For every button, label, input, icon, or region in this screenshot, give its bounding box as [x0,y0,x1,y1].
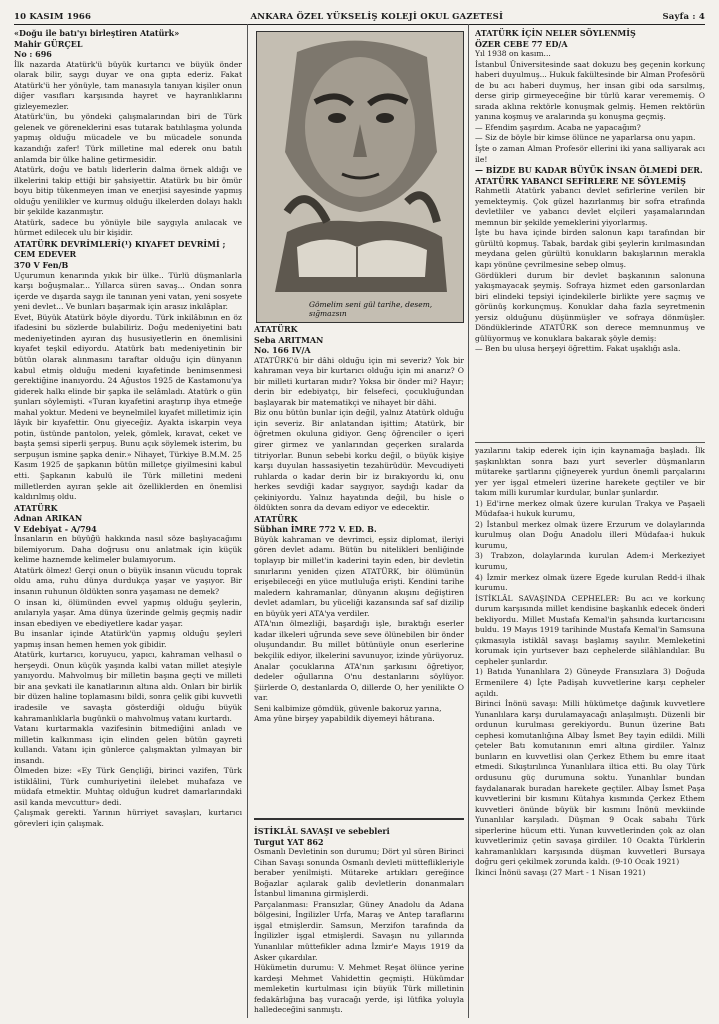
column-divider-right [468,24,469,1018]
list-item: 3) Trabzon, dolaylarında kurulan Adem-i Merkeziyet kurumu, [475,551,705,572]
article-paragraph: Ölmeden bize: «Ey Türk Gençliği, birinci vazifen, Türk istiklâlini, Türk cumhuriyetini ilelebet muhafaza ve müdafa etmektir. Muhtaç olduğun kudret damarlarındaki asil kanda mevcuttur» dedi. [14,766,242,807]
article-student-no: No : 696 [14,49,52,60]
portrait-illustration [257,32,463,322]
ataturk-portrait-photo [256,31,464,323]
article-paragraph: Atatürk, doğu ve batılı liderlerin dalma örnek aldığı ve ilkelerini takip ettiği bir şahsiyettir. Atatürk bu bir ömür boyu bitip tükenmeyen iman ve enerjisi sayesinde yapmış olduğu yenilikler ve kurmuş olduğu ilkelerden dolayı haklı bir şekilde kazanmıştır. [14,165,242,217]
article-title: ATATÜRK [254,324,298,334]
list-item: 4) İzmir merkez olmak üzere Egede kurulan Redd-i ilhak kurumu. [475,572,705,593]
page-header [14,6,705,25]
article-student-no: 370 V Fen/B [14,260,69,271]
article-author: Adnan ARIKAN [14,513,83,524]
article-paragraph: Birinci İnönü savaşı: Milli hükümetçe dağınık kuvvetlere Yunanlılara karşı durulamayacağı anlaşılmıştı. Düzenli bir ordunun kurulması gerekiyordu. Bunun üzerine Batı cephesi komutanlığına Albay İsmet Bey tayin edildi. Milli çeteler Batı komutanının emri altına girdiler. Yalnız bunların en kuvvetlisi olan Çerkez Ethem bu emre itaat etmedi. Sıkıştırılınca Yunanlılara iltica etti. Bu olay Türk ordusunu güç durumuna soktu. Yunanlılar bundan faydalanarak buradan harekete geçtiler. Albay İsmet Paşa kuvvetlerini bir kısmını Kütahya kısmında Çerkez Ethem kuvvetleri önünde büyük bir kısmını İnönü mevkiinde Yunanlılar karşıladı. Düşman 9 Ocak sabahı Türk siperlerine hücum etti. Yunan kuvvetlerinden çok az olan kuvvetlerimiz çetin savaşa girdiler. 10 Ocakta Türklerin kahramanlıkları karşısında düşman kuvvetleri Bursaya doğru geri çekilmek zorunda kaldı. (9-10 Ocak 1921) [475,699,705,867]
article-paragraph: Rahmetli Atatürk yabancı devlet sefirlerine verilen bir yemekteymiş. Çok güzel hazırlanmış bir sofra etrafında devletliler ve yabancı devlet elçileri yaşamalarından memnun bir şekilde yemeklerini yiyorlarmış. [475,186,705,227]
section-divider [254,818,464,820]
article-author: CEM EDEVER [14,249,77,260]
article-author: Seba ARITMAN [254,334,324,345]
article-paragraph: İşte bu hava içinde birden salonun kapı tarafından bir gürültü kopmuş. Tabak, bardak gibi şeylerin kırılmasından meydana gelen gürültü konukların bakışlarının merakla kapı yönüne çevrilmesine sebep olmuş. [475,228,705,270]
article-paragraph: — Efendim şaşırdım. Acaba ne yapacağım? [475,122,641,132]
article-student-no: No. 166 IV/A [254,345,311,356]
article-paragraph: — Ben bu ulusa herşeyi öğrettim. Fakat uşaklığı asla. [475,344,681,354]
article-paragraph: İkinci İnönü savaşı (27 Mart - 1 Nisan 1921) [475,867,646,877]
article-paragraph: Yıl 1938 on kasım... [475,49,551,59]
article-title: ATATÜRK [14,502,58,513]
article-title: İSTİKLÂL SAVAŞI ve sebebleri [254,826,390,836]
article-paragraph: Atatürk ölmez! Gerçi onun o büyük insanın vücudu toprak oldu ama, ruhu dünya durdukça yaşar ve yaşıyor. Bir insanın ruhunun öldükten sonra yaşaması ne demek? [14,565,242,596]
section-divider [475,442,705,443]
photo-caption: Gömelim seni gül tarihe, desem, sığmazsın [309,300,433,318]
article-paragraph: Seni kalbimize gömdük, güvenle bakoruz yarına, [254,703,442,713]
article-paragraph-emphasis: — BİZDE BU KADAR BÜYÜK İNSAN ÖLMEDİ DER. [475,165,703,176]
article-paragraph: İşte o zaman Alman Profesör ellerini iki yana salliyarak acı ile! [475,144,705,164]
article-paragraph: Atatürk, sadece bu yönüyle bile saygıyla anılacak ve hürmet edilecek ulu bir kişidir. [14,217,242,238]
article-paragraph: Büyük kahraman ve devrimci, eşsiz diplomat, ileriyi gören devlet adamı. Bütün bu nitelikleri benliğinde toplayıp bir millet'in kaderini tayin eden, bir devletin sınırlarını yeniden çizen ATATÜRK, bir ölümünün erişebileceği en yüce mutluluğa erişti. Kendini tarihe maledern kahramanlar, dünyanın akışını değiştiren devlet adamları, bu yüceliği kazansında saf saf dizilip en büyük yeri ATA'ya verdiler. [254,534,464,618]
list-item: 1) Ed'irne merkez olmak üzere kurulan Trakya ve Paşaeli Müdafaa-i hukuk kurumu, [475,498,705,519]
article-paragraph: — Siz de böyle bir kimse ölünce ne yaparlarsa onu yapın. [475,133,696,143]
article-paragraph: Parçalanması: Fransızlar, Güney Anadolu da Adana bölgesini, İngilizler Urfa, Maraş ve Antep taraflarını işgal etmişlerdir. Samsun, Merzifon tarafında da İngilizler işgal etmişlerdi. Savaşın nu yıllarında Yunanlılar müttefikler adına İzmir'e Mayıs 1919 da Asker çıkardılar. [254,899,464,962]
article-student-no: V Edebiyat - A/794 [14,523,97,534]
article-paragraph: yazılarını takip ederek için için kaynamağa başladı. İlk şaşkınlıktan sonra bazı yurt severler düşmanların mütareke şartlarını çiğneyerek yurdun önemli parçalarını yer yer işgal etmeleri üzerine harekete geçtiler ve bir takım milli kurumlar kurdular, bunlar şunlardır. [475,446,705,498]
article-author: Turgut YAT 862 [254,836,324,847]
article-paragraph: ATATÜRK'ü bir dâhi olduğu için mi severiz? Yok bir kahraman veya bir kurtarıcı olduğu için mi anarız? O bir milleti kurtaran mıdır? Yoksa bir önder mi? Hayır; derin bir edebiyatçı, bir felsefeci, çocukluğundan başlayarak bir matematikçi ve nihayet bir dâhi. [254,355,464,407]
article-title: ATATÜRK DEVRİMLERİ(¹) KIYAFET DEVRİMİ ; [14,238,226,249]
list-item: 2) İstanbul merkez olmak üzere Erzurum ve dolaylarında kurulmuş olan Doğu Anadolu illeri Müdafaa-i hukuk kurumu, [475,519,705,550]
article-paragraph: İnsanların en büyüğü hakkında nasıl söze başlıyacağımı bilemiyorum. Daha doğrusu onu anlatmak için küçük kelime haznemde kelimeler bulamıyorum. [14,534,242,565]
middle-column-top [254,324,464,800]
article-paragraph: ATA'nın ölmezliği, başardığı işle, bıraktığı eserler kadar ilkeleri uğrunda seve seve ölünebilen bir önder oluşundandır. Bu millet bütünüyle onun eserlerine bekçilik ediyor, ilkelerini savunuyor, izinde yürüyoruz. Analar çocuklarına ATA'nın şarkısını öğretiyor, dedeler oğullarına O'nu destanlarını söylüyor. Şiirlerde O, destanlarda O, dillerde O, her yenilikte O var. [254,619,464,703]
article-paragraph: Uçurumun kenarında yıkık bir ülke.. Türlü düşmanlarla karşı boğuşmalar... Yıllarca süren savaş... Ondan sonra içerde ve dışarda saygı ile tanınan yeni vatan, yeni sosyete yeni devlet... Ve bunları başarmak için arasız inkılâplar. [14,270,242,312]
middle-column-bottom [254,826,464,1020]
article-author: Mahir GÜRÇEL [14,38,83,49]
article-paragraph: Atatürk'ün, bu yöndeki çalışmalarından biri de Türk gelenek ve göreneklerini esas tutarak batılılaşma yolunda yapmış olduğu mücadele ve bu mücadele sonunda kazandığı zafer! Türk milletine mal ederek onu batılı anlamda bir ülke haline getirmesidir. [14,112,242,164]
article-paragraph: Biz onu bütün bunlar için değil, yalnız Atatürk olduğu için severiz. Bir anlatandan işittim; Atatürk, bir öğretmen okuluna gidiyor. Genç öğrenciler o içeri girer girmez ve yanlarından geçerken sıralarda titriyorlar. Bunun sebebi korku değil, o büyük kişiye karşı duyulan hassasiyetin tezahürüdür. Mevcudiyeti ruhlarda o kadar derin bir iz bırakıyordu ki, onu herkes sevdiği kadar saygıyor, saydığı kadar da çekiniyordu. Yalnız hayatında değil, bu hisle o öldükten sonra da devam ediyor ve edecektir. [254,408,464,513]
right-column-top [475,28,705,438]
article-author: Sübhan İMRE 772 V. ED. B. [254,524,377,535]
article-paragraph: Osmanlı Devletinin son durumu; Dört yıl süren Birinci Cihan Savaşı sonunda Osmanlı devleti mütteflikleriyle beraber yenilmişti. Mütareke artıkları gereğince Boğazlar açılarak galib devletlerin donanmaları İstanbul limanına girmişlerdi. [254,847,464,899]
article-author: ÖZER CEBE 77 ED/A [475,38,568,49]
article-title: «Doğu ile batı'yı birleştiren Atatürk» [14,28,180,38]
article-paragraph: İlk nazarda Atatürk'ü büyük kurtarıcı ve büyük önder olarak bilir, saygı duyar ve ona gıpta ederiz. Fakat Atatürk'ü her yönüyle, tam manasıyla tanıyan kişiler onun diğer vasıfları karşısında hayret ve hayranlıklarını gizleyemezler. [14,59,242,111]
article-paragraph: İstanbul Üniversitesinde saat dokuzu beş geçenin korkunç haberi duyulmuş... Hukuk fakültesinde bir Alman Profesörü de bu acı haberi duymuş, her insan gibi oda sarsılmış, derse girip girmeyeceğine bir türlü karar verememiş. O sırada aklına rektörle konuşmak gelmiş. Hemen rektörün yanına koşmuş ve aralarında şu konuşma geçmiş. [475,59,705,122]
article-paragraph: Gördükleri durum bir devlet başkanının salonuna yakışmayacak şeymiş. Sofraya hizmet eden garsonlardan biri elindeki tepsiyi içindekilerle birlikte yere saçmış ve görünüş korkunçmuş. Konuklar daha fazla seyretmenin yersiz olduğunu düşünmüşler ve sofraya dönmüşler. Döndüklerinde ATATÜRK son derece memnunmuş ve gülüyormuş ve konuklara bakarak şöyle demiş: [475,270,705,343]
article-paragraph: 1) Batıda Yunanlılara 2) Güneyde Fransızlara 3) Doğuda Ermenilere 4) İçte Padişah kuvvetlerine karşı cepheler açıldı. [475,667,705,698]
article-paragraph: İSTİKLÂL SAVAŞINDA CEPHELER: Bu acı ve korkunç durum karşısında millet kendisine başkanlık edecek önderi bekliyordu. Millet Mustafa Kemal'in şahsında kurtarıcısını buldu. 19 Mayıs 1919 tarihinde Mustafa Kemal'in Samsuna çıkmasıyla istiklâl savaşı başlamış sayılır. Memleketini korumak için yurtsever bazı cephelerde silâhlandılar. Bu cepheler şunlardır. [475,593,705,666]
article-title: ATATÜRK YABANCI SEFİRLERE NE SÖYLEMİŞ [475,175,686,186]
article-title: ATATÜRK İÇİN NELER SÖYLENMİŞ [475,28,636,38]
article-title: ATATÜRK [254,513,298,524]
left-column [14,28,242,1020]
newspaper-name: ANKARA ÖZEL YÜKSELİŞ KOLEJİ OKUL GAZETESİ [250,12,504,22]
column-divider-left [247,24,248,1018]
issue-date: 10 KASIM 1966 [14,12,92,22]
page-number: Sayfa : 4 [662,12,705,22]
article-paragraph: Vatanı kurtarmakla vazifesinin bitmediğini anladı ve milletin kalkınması için elinden gelen bütün gayreti kullandı. Vatanı için günlerce çalışmaktan yılmayan bir insandı. [14,724,242,765]
article-paragraph: Evet, Büyük Atatürk böyle diyordu. Türk inkilâbının en öz ifadesini bu sözlerde bulabiliriz. Doğu medeniyetini batı medeniyetinden ayıran dış hususiyetlerin en önemlisini kıyafet teşkil ediyordu. Atatürk batı medeniyetinin bir bütün olarak alınmasını taraftar olduğu için dünyanın kabul etmiş olduğu medeni kıyafetinde benimsenmesi gerektiğine inanıyordu. 24 Ağustos 1925 de Kastamonu'ya giderek halkı elinde bir şapka ile selâmladı. Atatürk o gün şunları söylemişti. «Turan kıyafetini araştırıp ihya etmeğe mahal yoktur. Medeni ve beynelmilel kıyafet milletimiz için lâyık bir kıyafettir. Onu giyeceğiz. Ayakta iskarpin veya potin, üstünde pantolon, yelek, gömlek, kıravat, ceket ve başta şemsi siperli şerpuş. Bunu açık söylemek isterim, bu serpuşun ismine şapka denir.» Nihayet, Türkiye B.M.M. 25 Kasım 1925 de şapkanın bütün milletçe giyilmesini kabul etti. Şapkanın kabulü ile Türk milletini medeni milletlerden ayıran şekle ait özelliklerden en önemlisi kaldırılmış oldu. [14,312,242,502]
right-column-bottom [475,446,705,1020]
article-paragraph: Ama yüne birşey yapabildik diyemeyi hâtırana. [254,714,435,724]
article-paragraph: Atatürk, kurtarıcı, koruyucu, yapıcı, kahraman velhasıl o herşeydi. Onun küçük yaşında kalbi vatan millet ateşiyle yanıyordu. Mahvolmuş bir milletin başına geçti ve milleti bir ana şevkati ile kanatlarının altına aldı. Onları bir birlik bir düzen haline toplamasını bildi, sonra çelik gibi kuvvetli iradesile ve savaşta gösterdiği olduğu büyük kahramanlıklarla bugünkü o mahvolmuş vatanı kurtardı. [14,650,242,723]
article-paragraph: Bu insanlar içinde Atatürk'ün yapmış olduğu şeyleri yapmış insan hemen hemen yok gibidir. [14,629,242,649]
article-paragraph: Çalışmak gerekti. Yarının hürriyet savaşları, kurtarıcı görevleri için çalışmak. [14,808,242,829]
article-paragraph: Hükümetin durumu: V. Mehmet Reşat ölünce yerine kardeşi Mehmet Vahidettin geçmişti. Hükümdar memleketin kurtulması için büyük Türk milletinin fedakârlığına baş vuracağı yerde, işi lütfika yoluyla halledeceğini sanmıştı. [254,963,464,1015]
article-paragraph: O insan ki, ölümünden evvel yapmış olduğu şeylerin, anılarıyla yaşar. Ama dünya üzerinde gelmiş geçmiş nadir insan ebediyen ve ebediyetlere kadar yaşar. [14,597,242,628]
